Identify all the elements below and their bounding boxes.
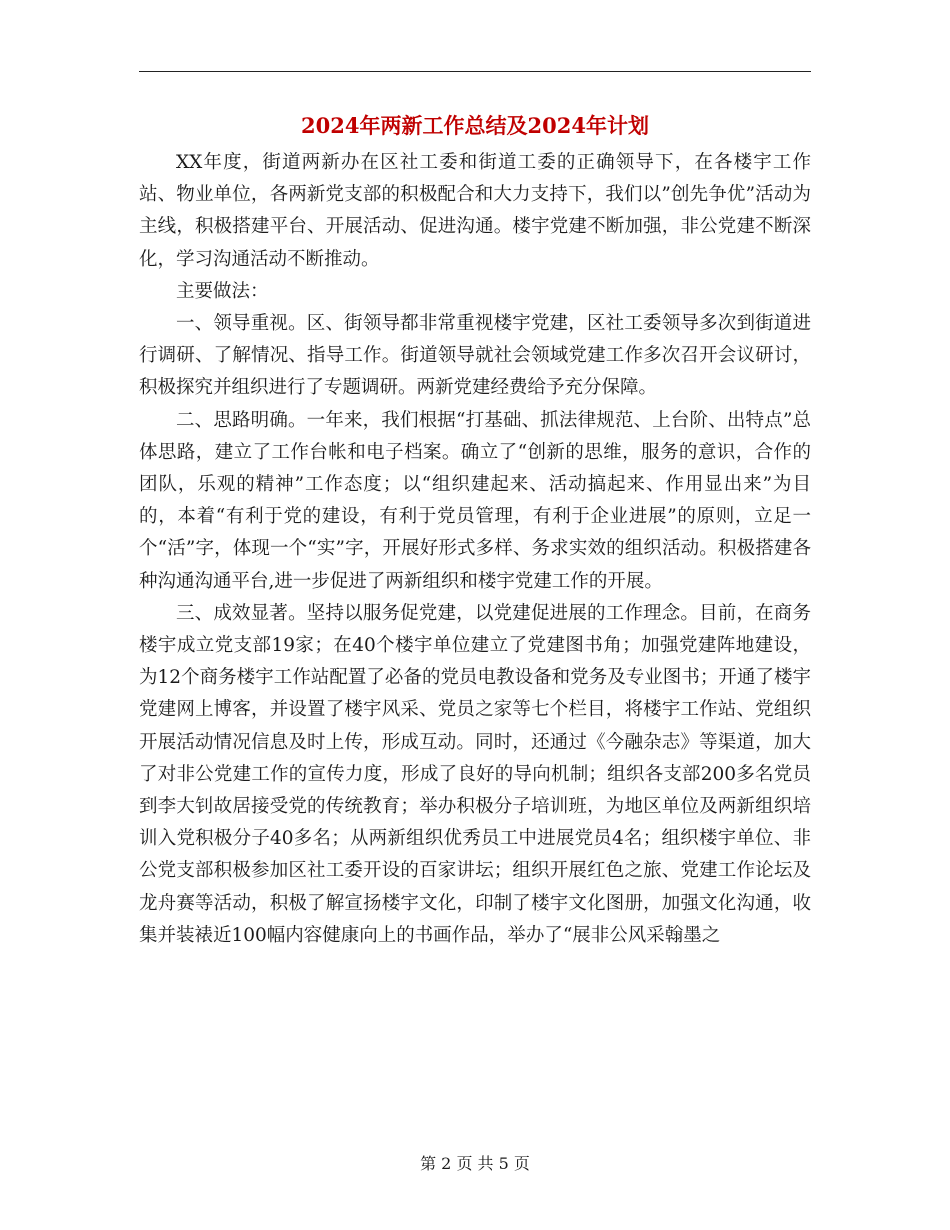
paragraph-approach: 二、思路明确。一年来，我们根据“打基础、抓法律规范、上台阶、出特点”总体思路，建立了工作台帐和电子档案。确立了“创新的思维，服务的意识，合作的团队，乐观的精神”工作态度；以“组织建起来、活动搞起来、作用显出来”为目的，本着“有利于党的建设，有利于党员管理，有利于企业进展”的原则，立足一个“活”字，体现一个“实”字，开展好形式多样、务求实效的组织活动。积极搭建各种沟通沟通平台,进一步促进了两新组织和楼宇党建工作的开展。 <box>139 409 811 592</box>
page-number-footer: 第 2 页 共 5 页 <box>420 1154 530 1173</box>
document-title: 2024年两新工作总结及2024年计划 <box>301 113 649 138</box>
paragraph-leadership: 一、领导重视。区、街领导都非常重视楼宇党建，区社工委领导多次到街道进行调研、了解情况、指导工作。街道领导就社会领域党建工作多次召开会议研讨，积极探究并组织进行了专题调研。两新党建经费给予充分保障。 <box>139 313 811 399</box>
paragraph-main-practices: 主要做法： <box>176 280 269 302</box>
header-rule <box>139 71 811 72</box>
paragraph-intro: XX年度，街道两新办在区社工委和街道工委的正确领导下，在各楼宇工作站、物业单位，各两新党支部的积极配合和大力支持下，我们以”创先争优”活动为主线，积极搭建平台、开展活动、促进沟通。楼宇党建不断加强，非公党建不断深化，学习沟通活动不断推动。 <box>139 152 811 270</box>
document-body <box>139 147 811 952</box>
paragraph-results: 三、成效显著。坚持以服务促党建，以党建促进展的工作理念。目前，在商务楼宇成立党支部19家；在40个楼宇单位建立了党建图书角；加强党建阵地建设，为12个商务楼宇工作站配置了必备的党员电教设备和党务及专业图书；开通了楼宇党建网上博客，并设置了楼宇风采、党员之家等七个栏目，将楼宇工作站、党组织开展活动情况信息及时上传，形成互动。同时，还通过《今融杂志》等渠道，加大了对非公党建工作的宣传力度，形成了良好的导向机制；组织各支部200多名党员到李大钊故居接受党的传统教育；举办积极分子培训班，为地区单位及两新组织培训入党积极分子40多名；从两新组织优秀员工中进展党员4名；组织楼宇单位、非公党支部积极参加区社工委开设的百家讲坛；组织开展红色之旅、党建工作论坛及龙舟赛等活动，积极了解宣扬楼宇文化，印制了楼宇文化图册，加强文化沟通，收集并装裱近100幅内容健康向上的书画作品，举办了“展非公风采翰墨之 <box>139 602 811 946</box>
